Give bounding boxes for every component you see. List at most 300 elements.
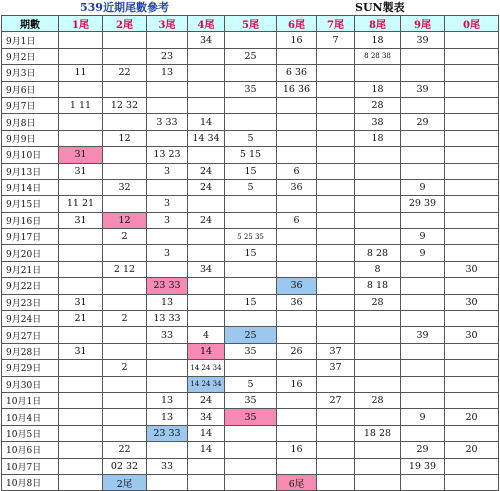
tail-cell [317, 196, 355, 212]
tail-cell [317, 327, 355, 343]
date-cell: 9月2日 [2, 48, 59, 64]
tail-cell [401, 278, 445, 294]
tail-cell [103, 163, 147, 179]
tail-cell: 14 24 34 [188, 376, 225, 392]
tail-cell: 3 33 [147, 114, 188, 130]
tail-cell: 30 [445, 294, 499, 310]
tail-cell: 23 33 [147, 425, 188, 441]
tail-cell: 14 34 [188, 130, 225, 146]
tail-cell [59, 409, 103, 425]
date-cell: 9月7日 [2, 97, 59, 113]
tail-cell [188, 294, 225, 310]
header-tail-10: 0尾 [445, 16, 499, 32]
tail-cell [445, 425, 499, 441]
tail-cell [103, 32, 147, 48]
tail-cell [59, 425, 103, 441]
tail-cell: 28 [355, 392, 401, 408]
tail-cell: 9 [401, 229, 445, 245]
tail-cell [188, 245, 225, 261]
tail-cell [445, 343, 499, 359]
tail-cell [401, 163, 445, 179]
table-row [2, 261, 499, 277]
tail-cell [355, 442, 401, 458]
tail-cell [188, 458, 225, 474]
tail-cell [445, 97, 499, 113]
tail-cell: 28 [355, 97, 401, 113]
tail-cell [59, 32, 103, 48]
tail-cell: 2 [103, 360, 147, 376]
tail-cell [103, 425, 147, 441]
tail-cell: 39 [401, 81, 445, 97]
table-row [2, 458, 499, 474]
tail-cell: 5 [225, 179, 277, 195]
tail-cell [317, 229, 355, 245]
tail-cell [317, 311, 355, 327]
date-cell: 10月4日 [2, 409, 59, 425]
tail-cell: 29 39 [401, 196, 445, 212]
tail-cell: 14 [188, 114, 225, 130]
tail-cell [317, 81, 355, 97]
tail-cell [401, 474, 445, 490]
tail-cell [355, 343, 401, 359]
tail-cell: 29 [401, 114, 445, 130]
tail-cell [445, 212, 499, 228]
tail-cell [277, 48, 317, 64]
tail-cell [445, 114, 499, 130]
tail-cell: 6 [277, 212, 317, 228]
tail-cell [317, 163, 355, 179]
tail-cell: 24 [188, 212, 225, 228]
header-tail-1: 1尾 [59, 16, 103, 32]
tail-cell [445, 376, 499, 392]
tail-cell [59, 392, 103, 408]
tail-cell [59, 229, 103, 245]
tail-cell: 31 [59, 212, 103, 228]
tail-cell [59, 442, 103, 458]
table-row [2, 48, 499, 64]
tail-cell [103, 409, 147, 425]
tail-cell [355, 65, 401, 81]
tail-cell [277, 97, 317, 113]
tail-cell [401, 425, 445, 441]
tail-cell: 8 18 [355, 278, 401, 294]
header-tail-6: 6尾 [277, 16, 317, 32]
tail-cell [401, 261, 445, 277]
tail-cell: 2 12 [103, 261, 147, 277]
tail-cell: 15 [225, 245, 277, 261]
tail-cell [445, 278, 499, 294]
tail-cell [225, 311, 277, 327]
tail-cell: 3 [147, 163, 188, 179]
tail-cell: 13 [147, 409, 188, 425]
tail-cell [401, 343, 445, 359]
title-row [0, 0, 500, 15]
tail-cell: 12 32 [103, 97, 147, 113]
date-cell: 9月28日 [2, 343, 59, 359]
tail-cell: 24 [188, 392, 225, 408]
tail-cell [277, 229, 317, 245]
table-row [2, 294, 499, 310]
tail-cell [225, 278, 277, 294]
tail-cell [225, 360, 277, 376]
tail-cell [401, 311, 445, 327]
tail-cell [188, 474, 225, 490]
tail-cell [355, 327, 401, 343]
tail-cell: 13 [147, 392, 188, 408]
tail-cell [445, 179, 499, 195]
tail-cell [147, 343, 188, 359]
tail-cell [59, 327, 103, 343]
tail-cell: 16 36 [277, 81, 317, 97]
tail-cell: 14 [188, 442, 225, 458]
tail-cell: 14 24 34 [188, 360, 225, 376]
tail-cell [355, 163, 401, 179]
header-tail-4: 4尾 [188, 16, 225, 32]
tail-cell: 30 [445, 261, 499, 277]
tail-cell [59, 81, 103, 97]
table-row [2, 229, 499, 245]
tail-cell: 22 [103, 442, 147, 458]
tail-cell: 18 28 [355, 425, 401, 441]
tail-cell [355, 458, 401, 474]
date-cell: 9月29日 [2, 360, 59, 376]
table-row [2, 245, 499, 261]
tail-cell: 25 [225, 327, 277, 343]
tail-cell [317, 294, 355, 310]
tail-cell [225, 114, 277, 130]
tail-cell: 18 [355, 130, 401, 146]
table-row [2, 212, 499, 228]
tail-cell [355, 179, 401, 195]
tail-cell [103, 114, 147, 130]
date-cell: 9月27日 [2, 327, 59, 343]
tail-cell [317, 278, 355, 294]
tail-cell [59, 245, 103, 261]
tail-cell [277, 147, 317, 163]
sheet-title: 539近期尾數參考 [80, 1, 169, 14]
date-cell: 9月13日 [2, 163, 59, 179]
date-cell: 9月10日 [2, 147, 59, 163]
tail-cell: 37 [317, 360, 355, 376]
tail-cell [317, 130, 355, 146]
tail-cell: 5 [225, 130, 277, 146]
tail-cell [445, 130, 499, 146]
header-tail-9: 9尾 [401, 16, 445, 32]
tail-cell: 35 [225, 392, 277, 408]
tail-cell [103, 48, 147, 64]
table-row [2, 392, 499, 408]
tail-cell [59, 114, 103, 130]
header-row [2, 16, 499, 32]
table-row [2, 196, 499, 212]
tail-cell [277, 392, 317, 408]
tail-cell: 24 [188, 163, 225, 179]
tail-cell [277, 409, 317, 425]
tail-cell: 24 [188, 179, 225, 195]
table-row [2, 327, 499, 343]
tail-cell: 36 [277, 179, 317, 195]
date-cell: 10月5日 [2, 425, 59, 441]
tail-cell [59, 179, 103, 195]
tail-cell [277, 130, 317, 146]
table-row [2, 376, 499, 392]
tail-cell [445, 474, 499, 490]
tail-cell [277, 261, 317, 277]
tail-cell: 13 23 [147, 147, 188, 163]
table-row [2, 360, 499, 376]
table-row [2, 343, 499, 359]
tail-cell [103, 376, 147, 392]
tail-cell: 2尾 [103, 474, 147, 490]
tail-cell: 15 [225, 163, 277, 179]
tail-cell: 16 [277, 376, 317, 392]
tail-cell: 5 [225, 376, 277, 392]
tail-cell: 25 [225, 48, 277, 64]
tail-cell: 13 33 [147, 311, 188, 327]
tail-cell [445, 229, 499, 245]
tail-cell [103, 196, 147, 212]
table-row [2, 163, 499, 179]
date-cell: 9月21日 [2, 261, 59, 277]
tail-cell [103, 343, 147, 359]
tail-cell [355, 360, 401, 376]
tail-cell [317, 409, 355, 425]
tail-cell [225, 32, 277, 48]
tail-cell: 20 [445, 442, 499, 458]
tail-cell: 11 21 [59, 196, 103, 212]
tail-cell [147, 130, 188, 146]
tail-cell [401, 65, 445, 81]
tail-cell [59, 474, 103, 490]
tail-cell [225, 458, 277, 474]
header-tail-3: 3尾 [147, 16, 188, 32]
table-row [2, 425, 499, 441]
tail-cell: 8 28 [355, 245, 401, 261]
tail-cell [103, 147, 147, 163]
tail-cell [317, 458, 355, 474]
tail-cell [355, 474, 401, 490]
tail-cell: 15 [225, 294, 277, 310]
tail-cell [188, 311, 225, 327]
tail-cell: 18 [355, 81, 401, 97]
tail-cell [355, 409, 401, 425]
tail-cell [147, 179, 188, 195]
tail-cell: 14 [188, 425, 225, 441]
tail-cell [277, 327, 317, 343]
tail-cell: 9 [401, 409, 445, 425]
tail-cell [445, 196, 499, 212]
tail-cell [59, 376, 103, 392]
date-cell: 9月23日 [2, 294, 59, 310]
table-row [2, 97, 499, 113]
tail-cell [188, 229, 225, 245]
tail-cell: 3 [147, 196, 188, 212]
tail-cell [277, 114, 317, 130]
tail-cell [355, 147, 401, 163]
date-cell: 9月16日 [2, 212, 59, 228]
header-period: 期數 [2, 16, 59, 32]
date-cell: 9月15日 [2, 196, 59, 212]
tail-cell: 18 [355, 32, 401, 48]
tail-cell [401, 97, 445, 113]
tail-cell [147, 360, 188, 376]
tail-cell [445, 81, 499, 97]
date-cell: 9月20日 [2, 245, 59, 261]
tail-cell [317, 114, 355, 130]
tail-cell: 19 39 [401, 458, 445, 474]
tail-cell: 31 [59, 147, 103, 163]
tail-cell: 4 [188, 327, 225, 343]
tail-cell: 35 [225, 343, 277, 359]
tail-cell [445, 360, 499, 376]
tail-cell: 1 11 [59, 97, 103, 113]
tail-cell [225, 65, 277, 81]
tail-cell [225, 474, 277, 490]
tail-cell: 11 [59, 65, 103, 81]
date-cell: 9月1日 [2, 32, 59, 48]
tail-cell: 13 [147, 65, 188, 81]
header-tail-2: 2尾 [103, 16, 147, 32]
tail-cell [317, 212, 355, 228]
tail-cell [147, 442, 188, 458]
tail-cell: 2 [103, 311, 147, 327]
header-tail-5: 5尾 [225, 16, 277, 32]
tail-cell [188, 278, 225, 294]
tail-cell [103, 278, 147, 294]
tail-cell [59, 130, 103, 146]
tail-cell: 37 [317, 343, 355, 359]
tail-cell [401, 130, 445, 146]
tail-cell: 27 [317, 392, 355, 408]
table-row [2, 442, 499, 458]
tail-cell: 35 [225, 409, 277, 425]
tail-cell: 33 [147, 327, 188, 343]
tail-cell [317, 261, 355, 277]
tail-cell: 3 [147, 212, 188, 228]
table-row [2, 130, 499, 146]
tail-cell: 32 [103, 179, 147, 195]
tail-cell [317, 442, 355, 458]
tail-cell: 34 [188, 409, 225, 425]
tail-cell: 7 [317, 32, 355, 48]
tail-cell [445, 32, 499, 48]
tail-cell: 6 36 [277, 65, 317, 81]
tail-cell [445, 311, 499, 327]
tail-cell [277, 425, 317, 441]
tail-cell [147, 376, 188, 392]
tail-cell [401, 48, 445, 64]
tail-cell: 14 [188, 343, 225, 359]
tail-cell [277, 245, 317, 261]
tail-cell [225, 97, 277, 113]
tail-cell [355, 196, 401, 212]
date-cell: 9月9日 [2, 130, 59, 146]
tail-cell: 12 [103, 130, 147, 146]
tail-cell [147, 474, 188, 490]
tail-cell: 12 [103, 212, 147, 228]
tail-number-table [1, 15, 499, 491]
tail-cell: 20 [445, 409, 499, 425]
tail-cell [103, 81, 147, 97]
sheet-maker: SUN製表 [355, 1, 405, 14]
date-cell: 9月6日 [2, 81, 59, 97]
tail-cell [147, 229, 188, 245]
tail-cell: 22 [103, 65, 147, 81]
table-row [2, 179, 499, 195]
tail-cell: 29 [401, 442, 445, 458]
date-cell: 9月3日 [2, 65, 59, 81]
table-row [2, 409, 499, 425]
tail-cell [317, 147, 355, 163]
tail-cell [103, 294, 147, 310]
tail-cell: 39 [401, 327, 445, 343]
tail-cell [445, 245, 499, 261]
tail-cell: 35 [225, 81, 277, 97]
tail-cell: 9 [401, 179, 445, 195]
date-cell: 10月7日 [2, 458, 59, 474]
tail-cell [188, 97, 225, 113]
tail-cell [59, 458, 103, 474]
table-row [2, 147, 499, 163]
tail-cell: 5 15 [225, 147, 277, 163]
date-cell: 10月1日 [2, 392, 59, 408]
tail-cell [103, 245, 147, 261]
tail-cell: 8 [355, 261, 401, 277]
tail-cell [59, 48, 103, 64]
tail-cell [225, 196, 277, 212]
tail-cell [317, 48, 355, 64]
tail-cell: 16 [277, 442, 317, 458]
tail-cell [277, 458, 317, 474]
tail-cell: 3 [147, 245, 188, 261]
date-cell: 9月22日 [2, 278, 59, 294]
tail-cell [277, 311, 317, 327]
tail-cell [317, 474, 355, 490]
tail-cell [225, 212, 277, 228]
tail-cell [401, 392, 445, 408]
tail-cell: 36 [277, 294, 317, 310]
tail-cell: 21 [59, 311, 103, 327]
date-cell: 9月17日 [2, 229, 59, 245]
table-row [2, 278, 499, 294]
tail-cell [147, 97, 188, 113]
tail-cell [225, 425, 277, 441]
tail-cell: 38 [355, 114, 401, 130]
tail-cell: 5 25 35 [225, 229, 277, 245]
tail-cell: 33 [147, 458, 188, 474]
tail-cell: 36 [277, 278, 317, 294]
tail-cell: 30 [445, 327, 499, 343]
tail-cell [355, 212, 401, 228]
tail-cell [317, 245, 355, 261]
tail-cell [401, 294, 445, 310]
tail-cell [401, 376, 445, 392]
tail-cell [188, 147, 225, 163]
tail-cell: 2 [103, 229, 147, 245]
tail-cell [277, 196, 317, 212]
tail-cell: 6尾 [277, 474, 317, 490]
tail-cell [355, 376, 401, 392]
tail-cell: 34 [188, 32, 225, 48]
header-tail-8: 8尾 [355, 16, 401, 32]
tail-cell [445, 48, 499, 64]
tail-cell: 16 [277, 32, 317, 48]
tail-cell [188, 81, 225, 97]
tail-cell: 31 [59, 294, 103, 310]
tail-cell [445, 163, 499, 179]
tail-cell [225, 442, 277, 458]
table-row [2, 65, 499, 81]
